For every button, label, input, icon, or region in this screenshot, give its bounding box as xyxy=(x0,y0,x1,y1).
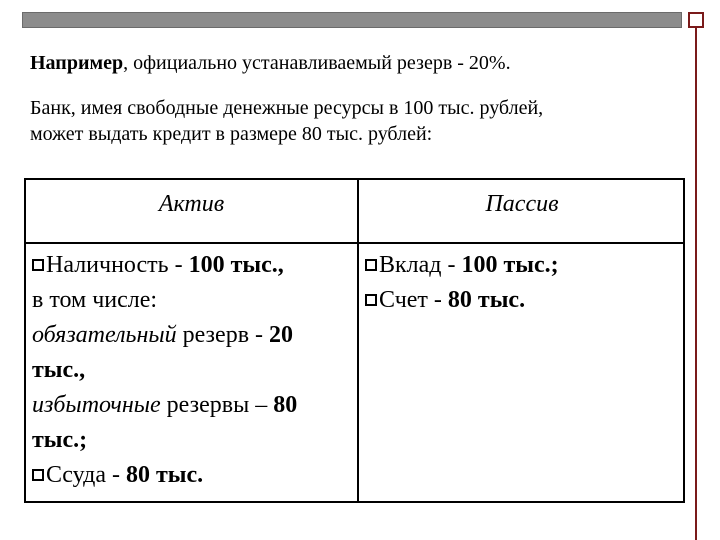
column-divider xyxy=(357,180,359,501)
intro-lead: Например xyxy=(30,52,124,74)
header-assets: Актив xyxy=(158,191,225,217)
asset-loan-value: 80 тыс. xyxy=(125,462,204,488)
asset-excess-unit: тыс.; xyxy=(32,427,88,453)
intro-line xyxy=(30,50,680,76)
liability-account-label: Счет - xyxy=(379,287,448,313)
liability-account-value: 80 тыс. xyxy=(447,287,526,313)
asset-excess-mid: резервы – xyxy=(160,392,274,418)
intro-rest: , официально устанавливаемый резерв - 20%. xyxy=(123,52,511,74)
bank-paragraph-line1: Банк, имея свободные денежные ресурсы в 100 тыс. рублей, xyxy=(30,97,544,119)
liability-deposit-label: Вклад - xyxy=(379,252,462,278)
asset-required-label: обязательный xyxy=(32,322,177,348)
checkbox-square-icon xyxy=(365,294,377,306)
asset-cash-label: Наличность - xyxy=(46,252,189,278)
asset-required-line xyxy=(32,318,348,353)
liabilities-cell xyxy=(365,248,681,318)
asset-excess-line xyxy=(32,388,348,423)
liability-deposit-value: 100 тыс.; xyxy=(461,252,559,278)
asset-required-unit: тыс., xyxy=(32,357,86,383)
assets-cell xyxy=(32,248,348,493)
header-divider xyxy=(26,242,683,244)
top-decor-bar xyxy=(22,12,682,28)
liability-deposit-line xyxy=(365,248,681,283)
asset-cash-value: 100 тыс., xyxy=(188,252,284,278)
right-accent-line xyxy=(695,28,697,540)
checkbox-square-icon xyxy=(32,469,44,481)
asset-excess-label: избыточные xyxy=(32,392,161,418)
header-liabilities: Пассив xyxy=(485,191,559,217)
checkbox-square-icon xyxy=(365,259,377,271)
asset-loan-line xyxy=(32,458,348,493)
asset-cash-line xyxy=(32,248,348,283)
asset-loan-label: Ссуда - xyxy=(46,462,126,488)
liability-account-line xyxy=(365,283,681,318)
corner-square-icon xyxy=(688,12,704,28)
asset-required-mid: резерв - xyxy=(176,322,270,348)
bank-paragraph-line2: может выдать кредит в размере 80 тыс. рублей: xyxy=(30,123,433,145)
checkbox-square-icon xyxy=(32,259,44,271)
asset-including: в том числе: xyxy=(32,287,158,313)
balance-table xyxy=(24,178,685,503)
asset-excess-value: 80 xyxy=(273,392,298,418)
asset-required-value: 20 xyxy=(269,322,294,348)
bank-paragraph xyxy=(30,95,680,147)
